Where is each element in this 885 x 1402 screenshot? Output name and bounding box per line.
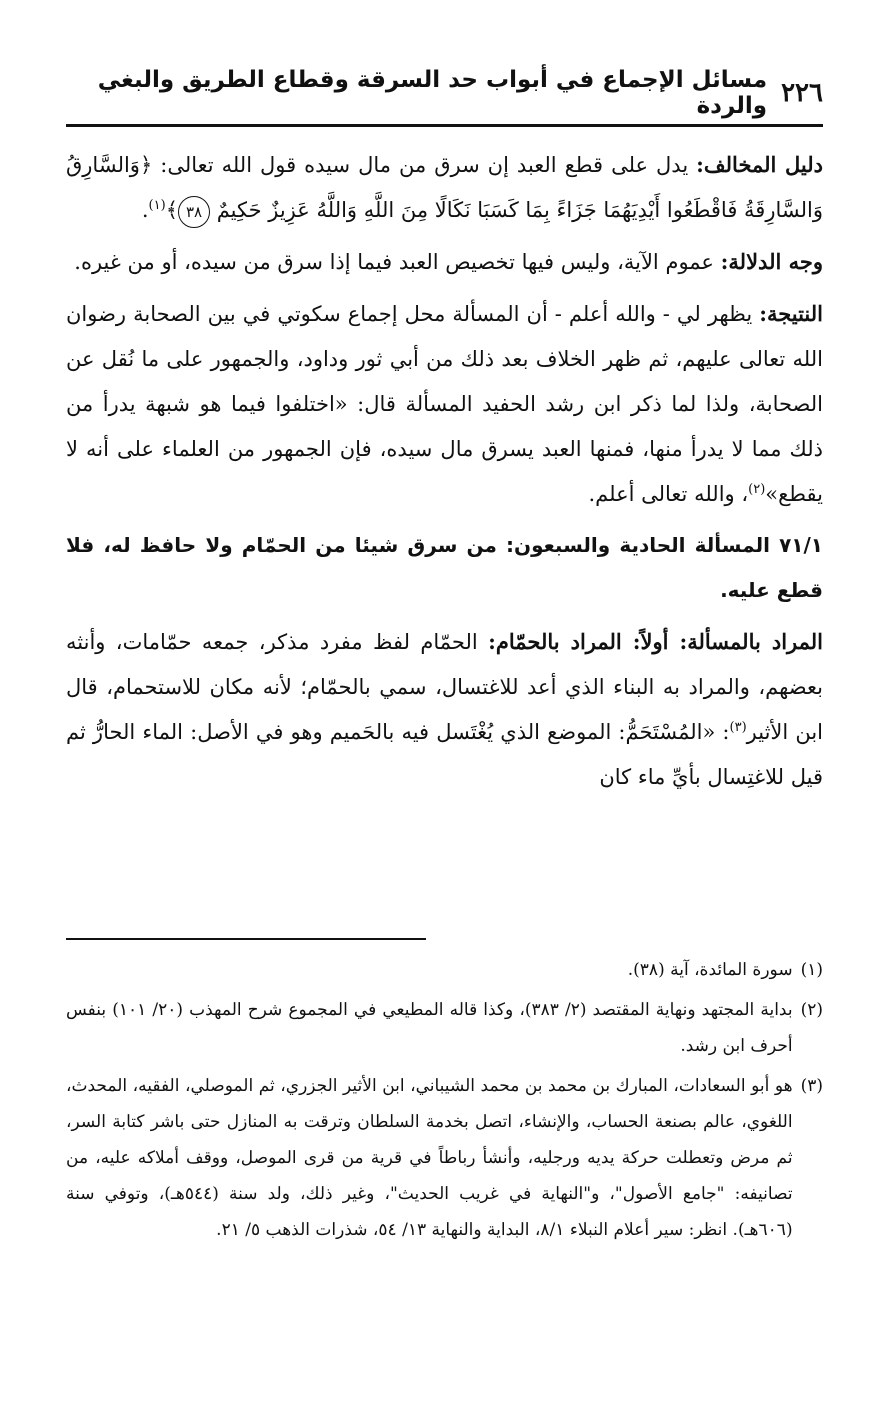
page-number: ٢٢٦: [781, 78, 823, 108]
footnote-text: هو أبو السعادات، المبارك بن محمد بن محمد الشيباني، ابن الأثير الجزري، ثم الموصلي، الفقيه، المحدث، اللغوي، عالم بصنعة الحساب، والإنشاء، اتصل بخدمة السلطان وترقت به المنازل حتى باشر كتابة السر، ثم مرض وتعطلت حركة يديه ورجليه، وأنشأ رباطاً في قرية من قرى الموصل، ووقف أملاكه عليه، من تصانيفه: "جامع الأصول"، و"النهاية في غريب الحديث"، وغير ذلك، ولد سنة (٥٤٤هـ)، وتوفي سنة (٦٠٦هـ). انظر: سير أعلام النبلاء ٨/١، البداية والنهاية ١٣/ ٥٤، شذرات الذهب ٥/ ٢١.: [66, 1076, 793, 1240]
footnote-item: [66, 952, 823, 988]
footnote-ref-1[interactable]: (١): [148, 198, 166, 213]
footnotes: [66, 952, 823, 1252]
footnote-rule: [66, 938, 426, 940]
main-text: [66, 142, 823, 806]
footnote-number: (٢): [800, 1000, 823, 1020]
footnote-number: (٣): [800, 1076, 823, 1096]
paragraph-text: يدل على قطع العبد إن سرق من مال سيده قول الله تعالى:: [152, 153, 697, 177]
paragraph-end: .: [141, 198, 149, 222]
footnote-ref-2[interactable]: (٢): [748, 482, 766, 497]
paragraph-meaning: [66, 619, 823, 800]
paragraph-lead: المراد بالمسألة: أولاً: المراد بالحمّام:: [488, 629, 823, 654]
paragraph-indication: [66, 239, 823, 285]
footnote-text: بداية المجتهد ونهاية المقتصد (٢/ ٣٨٣)، وكذا قاله المطيعي في المجموع شرح المهذب (٢٠/ ١٠١) بنفس أحرف ابن رشد.: [66, 1000, 793, 1056]
quran-verse: ﴿وَالسَّارِقُ وَالسَّارِقَةُ فَاقْطَعُوا أَيْدِيَهُمَا جَزَاءً بِمَا كَسَبَا نَكَالًا مِنَ اللَّهِ وَاللَّهُ عَزِيزٌ حَكِيمٌ: [66, 153, 823, 222]
header-rule: [66, 124, 823, 127]
footnote-text: سورة المائدة، آية (٣٨).: [627, 960, 793, 980]
paragraph-lead: دليل المخالف:: [696, 152, 823, 177]
paragraph-tail: : «المُسْتَحَمُّ: الموضع الذي يُغْتَسل فيه بالحَميم وهو في الأصل: الماء الحارُّ ثم قيل للاغتِسال بأيِّ ماء كان: [66, 720, 823, 789]
paragraph-tail: ، والله تعالى أعلم.: [588, 482, 749, 506]
footnote-item: [66, 992, 823, 1064]
footnote-item: [66, 1068, 823, 1248]
running-title: مسائل الإجماع في أبواب حد السرقة وقطاع الطريق والبغي والردة: [97, 67, 768, 119]
paragraph-result: [66, 291, 823, 517]
paragraph-opponent-evidence: [66, 142, 823, 233]
paragraph-text: يظهر لي - والله أعلم - أن المسألة محل إجماع سكوتي في بين الصحابة رضوان الله تعالى عليهم، ثم ظهر الخلاف بعد ذلك من أبي ثور وداود، والجمهور على ما نُقل عن الصحابة، ولذا لما ذكر ابن رشد الحفيد المسألة قال: «اختلفوا فيما هو شبهة يدرأ من ذلك مما لا يدرأ منها، فمنها العبد يسرق مال سيده، فإن الجمهور من العلماء على أنه لا يقطع»: [66, 302, 823, 506]
verse-close: ﴾: [165, 198, 178, 222]
footnote-number: (١): [800, 960, 823, 980]
paragraph-text: الحمّام لفظ مفرد مذكر، جمعه حمّامات، وأنثه بعضهم، والمراد به البناء الذي أعد للاغتسال، سمي بالحمّام؛ لأنه مكان للاستحمام، قال ابن الأثير: [66, 630, 823, 744]
ayah-number-mark: ٣٨: [178, 196, 210, 228]
paragraph-lead: النتيجة:: [759, 301, 823, 326]
issue-heading: ٧١/١ المسألة الحادية والسبعون: من سرق شيئا من الحمّام ولا حافظ له، فلا قطع عليه.: [66, 533, 823, 602]
paragraph-text: عموم الآية، وليس فيها تخصيص العبد فيما إذا سرق من سيده، أو من غيره.: [74, 250, 721, 274]
paragraph-lead: وجه الدلالة:: [720, 249, 823, 274]
footnote-ref-3[interactable]: (٣): [729, 720, 747, 735]
page-header: [66, 66, 823, 120]
